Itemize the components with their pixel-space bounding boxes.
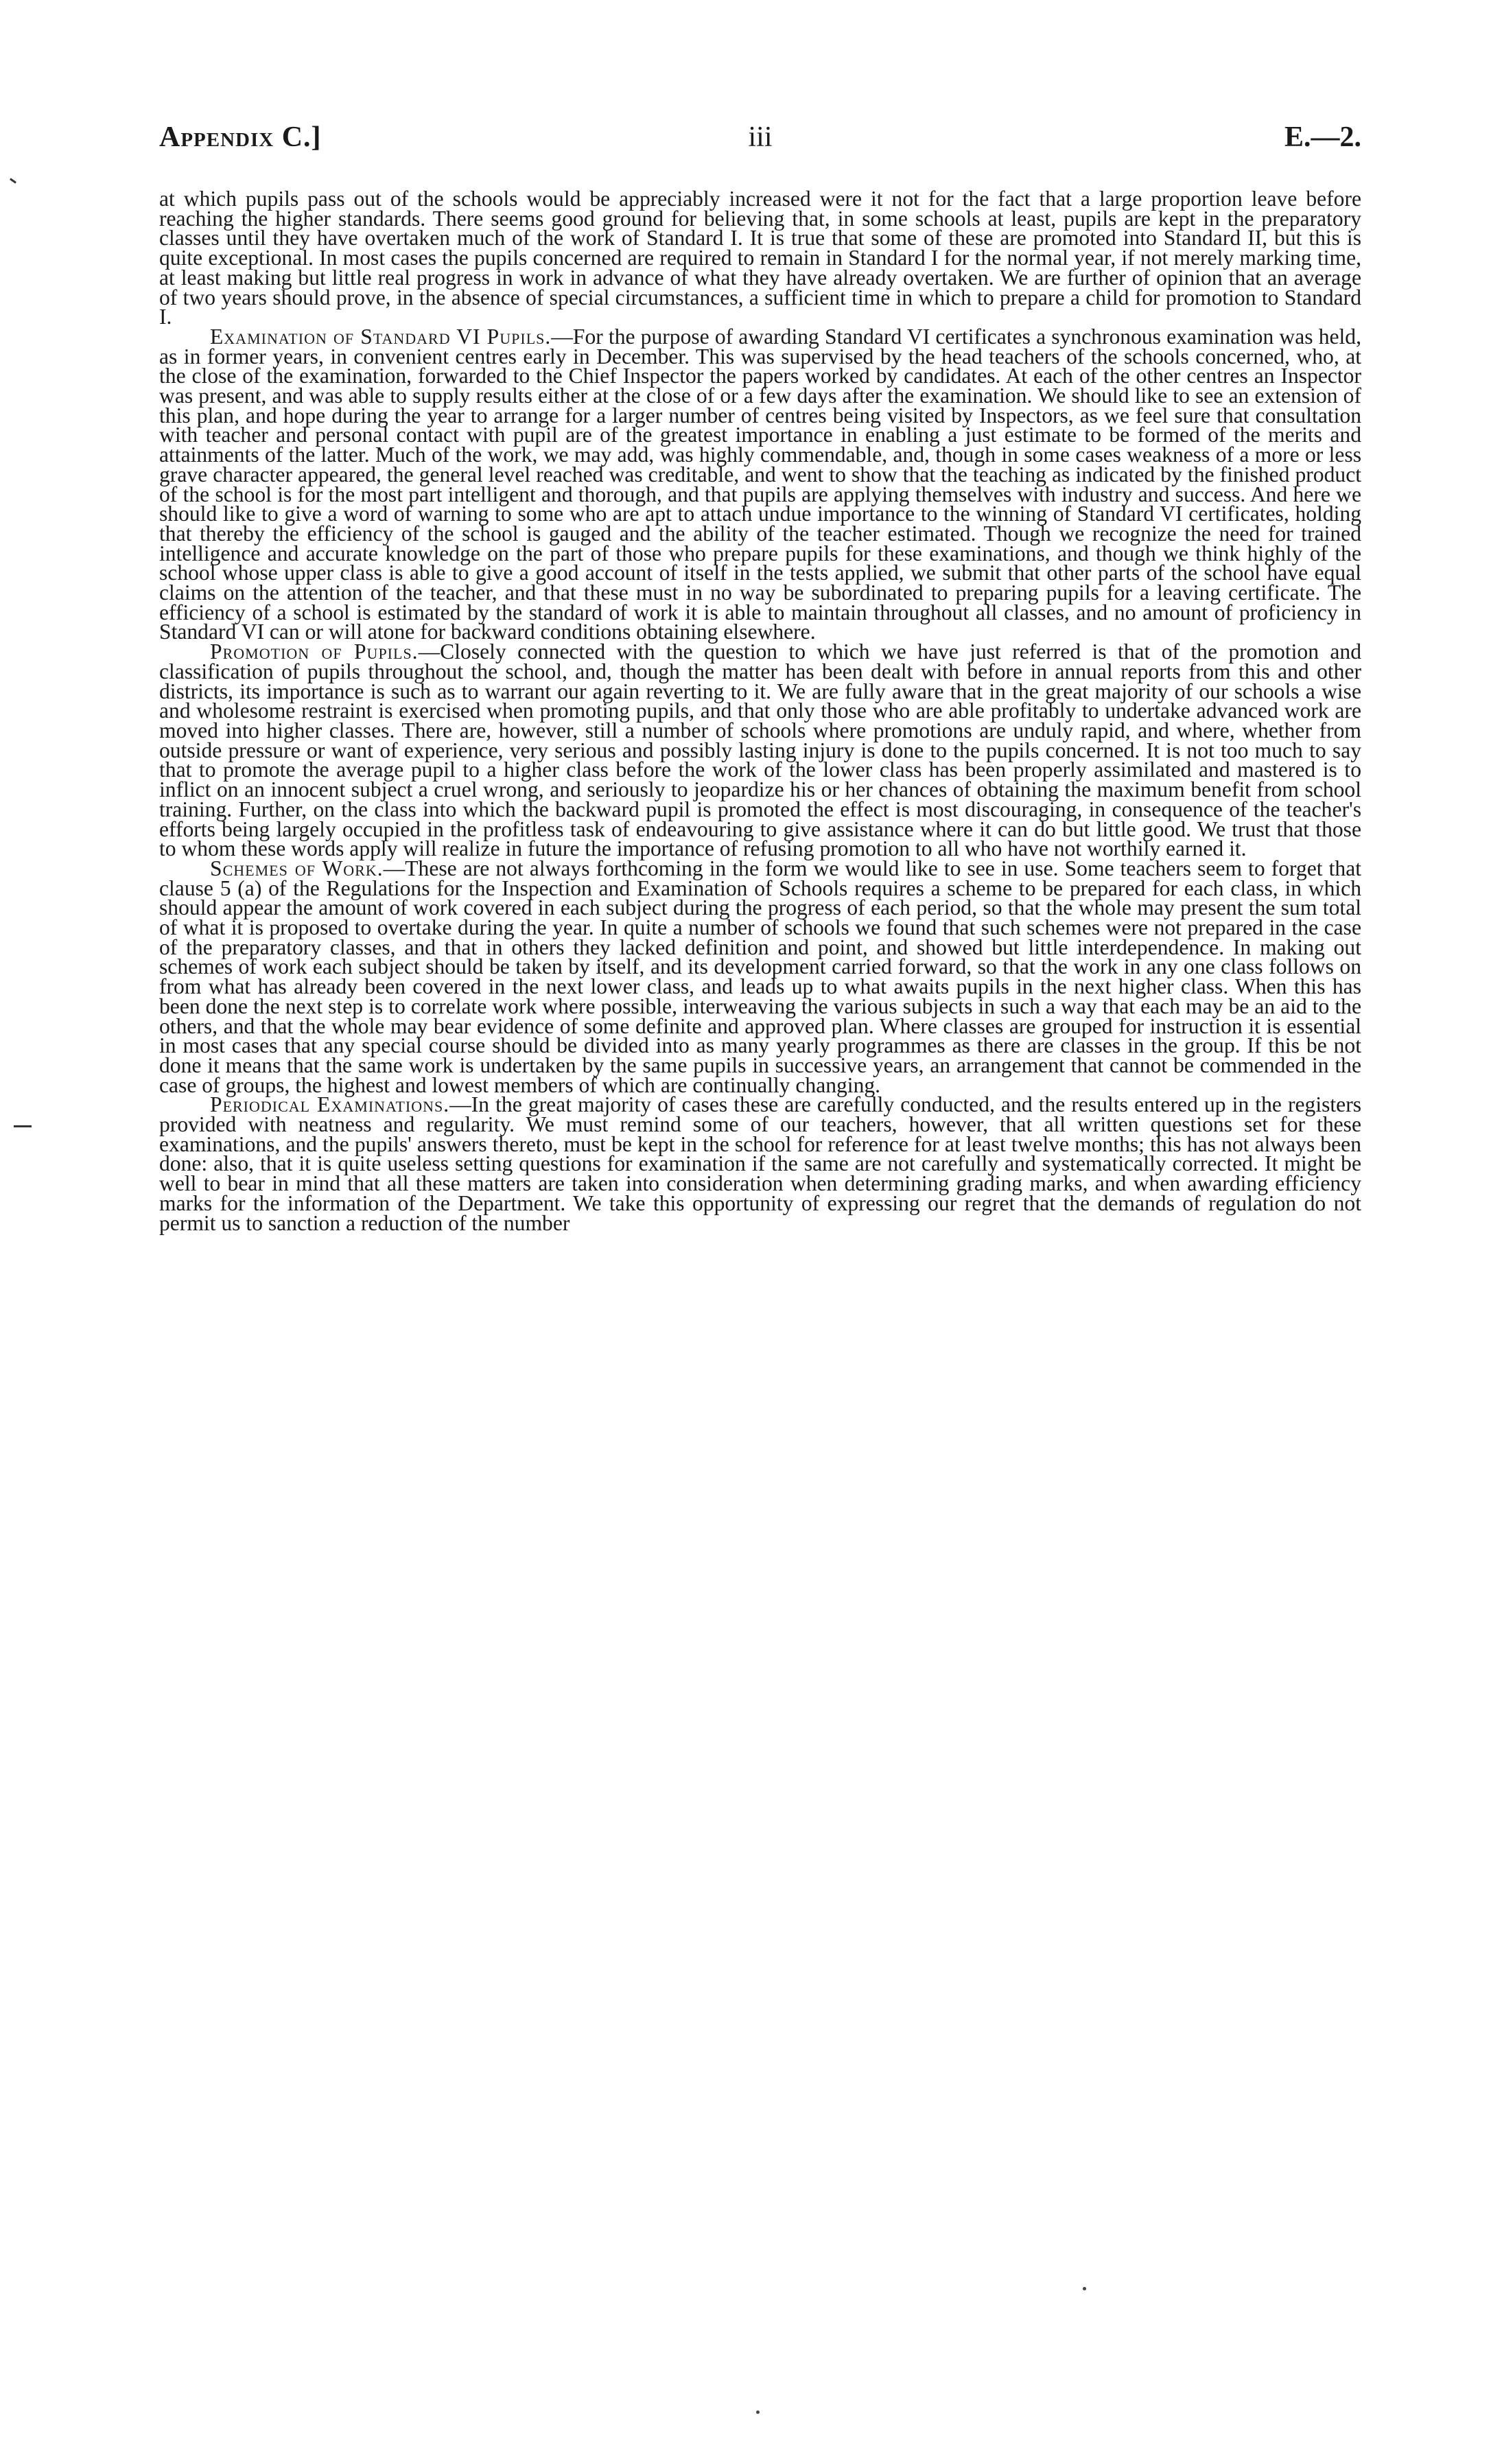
paragraph-periodical (159, 1092, 1362, 1235)
paragraph-text: —Closely connected with the question to which we have just referred is that of the promotion and classification of pupils throughout the school, and, though the matter has been dealt with before in annual reports from this and other districts, its importance is such as to warrant our again reverting to it. We are fully aware that in the great majority of our schools a wise and wholesome restraint is exercised when promoting pupils, and that only those who are able profitably to undertake advanced work are moved into higher classes. There are, however, still a number of schools where promotions are unduly rapid, and where, whether from outside pressure or want of experience, very serious and possibly lasting injury is done to the pupils concerned. It is not too much to say that to promote the average pupil to a higher class before the work of the lower class has been properly assimilated and mastered is to inflict on an innocent subject a cruel wrong, and seriously to jeopardize his or her chances of obtaining the maximum benefit from school training. Further, on the class into which the backward pupil is promoted the effect is most discouraging, in consequence of the teacher's efforts being largely occupied in the profitless task of endeavouring to give assistance where it can do but little good. We trust that those to whom these words apply will realize in future the importance of refusing promotion to all who have not worthily earned it. (159, 640, 1361, 861)
paragraph-promotion (159, 642, 1361, 859)
stray-dot (1083, 2287, 1086, 2290)
section-heading: Promotion of Pupils. (210, 640, 419, 664)
section-heading: Examination of Standard VI Pupils. (210, 324, 552, 349)
section-heading: Periodical Examinations. (210, 1092, 450, 1117)
document-code: E.—2. (1284, 121, 1361, 153)
appendix-label: Appendix C.] (159, 121, 322, 153)
body-text (159, 189, 1361, 1233)
paragraph-schemes (159, 856, 1362, 1097)
paragraph-text: —For the purpose of awarding Standard VI certificates a synchronous examination was held, as in former years, in convenient centres early in December. This was supervised by the head teachers of the schools concerned, who, at the close of the examination, forwarded to the Chief Inspector the papers worked by candidates. At each of the other centres an Inspector was present, and was able to supply results either at the close of or a few days after the examination. We should like to see an extension of this plan, and hope during the year to arrange for a larger number of centres being visited by Inspectors, as we feel sure that consultation with teacher and personal contact with pupil are of the greatest importance in enabling a just estimate to be formed of the merits and attainments of the latter. Much of the work, we may add, was highly commendable, and, though in some cases weakness of a more or less grave character appeared, the general level reached was creditable, and went to show that the teaching as indicated by the finished product of the school is for the most part intelligent and thorough, and that pupils are applying themselves with industry and success. And here we should like to give a word of warning to some who are apt to attach undue importance to the winning of Standard VI certificates, holding that thereby the efficiency of the school is gauged and the ability of the teacher estimated. Though we recognize the need for trained intelligence and accurate knowledge on the part of those who prepare pupils for these examinations, and though we think highly of the school whose upper class is able to give a good account of itself in the tests applied, we submit that other parts of the school have equal claims on the attention of the teacher, and that these must in no way be subordinated to preparing pupils for a leaving certificate. The efficiency of a school is estimated by the standard of work it is able to maintain throughout all classes, and no amount of proficiency in Standard VI can or will atone for backward conditions obtaining elsewhere. (159, 324, 1361, 644)
paragraph-text: —These are not always forthcoming in the form we would like to see in use. Some teachers seem to forget that clause 5 (a) of the Regulations for the Inspection and Examination of Schools requires a scheme to be prepared for each class, in which should appear the amount of work covered in each subject during the progress of each period, so that the whole may present the sum total of what it is proposed to overtake during the year. In quite a number of schools we found that such schemes were not prepared in the case of the preparatory classes, and that in others they lacked definition and point, and showed but little interdependence. In making out schemes of work each subject should be taken by itself, and its development carried forward, so that the work in any one class follows on from what has already been covered in the next lower class, and leads up to what awaits pupils in the next higher class. When this has been done the next step is to correlate work where possible, interweaving the various subjects in such a way that each may be an aid to the others, and that the whole may bear evidence of some definite and approved plan. Where classes are grouped for instruction it is essential in most cases that any special course should be divided into as many yearly programmes as there are classes in the group. If this be not done it means that the same work is undertaken by the same pupils in successive years, an arrangement that cannot be commended in the case of groups, the highest and lowest members of which are continually changing. (159, 856, 1362, 1097)
margin-mark (10, 178, 16, 183)
paragraph-continuation (159, 189, 1361, 327)
paragraph-text: —In the great majority of cases these are carefully conducted, and the results entered up in the registers provided with neatness and regularity. We must remind some of our teachers, however, that all written questions set for these examinations, and the pupils' answers thereto, must be kept in the school for reference for at least twelve months; this has not always been done: also, that it is quite useless setting questions for examination if the same are not carefully and systematically corrected. It might be well to bear in mind that all these matters are taken into consideration when determining grading marks, and when awarding efficiency marks for the information of the Department. We take this opportunity of expressing our regret that the demands of regulation do not permit us to sanction a reduction of the number (159, 1092, 1362, 1235)
section-heading: Schemes of Work. (210, 856, 384, 880)
margin-mark (14, 1125, 32, 1127)
stray-dot (756, 2410, 760, 2414)
paragraph-standard-vi (159, 324, 1361, 644)
page-number: iii (748, 121, 773, 153)
paragraph-text: at which pupils pass out of the schools would be appreciably increased were it not for the fact that a large proportion leave before reaching the higher standards. There seems good ground for believing that, in some schools at least, pupils are kept in the preparatory classes until they have overtaken much of the work of Standard I. It is true that some of these are promoted into Standard II, but this is quite exceptional. In most cases the pupils concerned are required to remain in Standard I for the normal year, if not merely marking time, at least making but little real progress in work in advance of what they have already overtaken. We are further of opinion that an average of two years should prove, in the absence of special circumstances, a sufficient time in which to prepare a child for promotion to Standard I. (159, 187, 1361, 329)
running-header (159, 121, 1361, 162)
